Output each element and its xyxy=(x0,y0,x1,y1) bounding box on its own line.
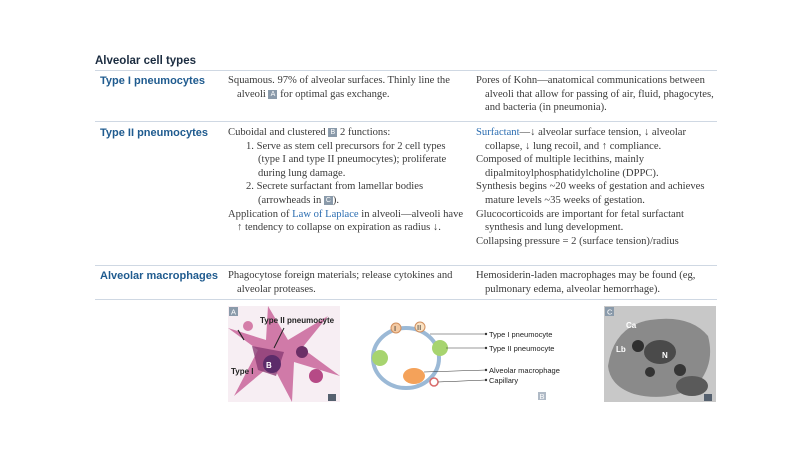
svg-text:B: B xyxy=(539,392,545,401)
figure-ref-a[interactable]: A xyxy=(268,90,277,99)
type2-note: Surfactant—↓ alveolar surface tension, ↓ alveolar collapse, ↓ lung recoil, and ↑ compliance. Composed of multiple lecithins, mainly dipalmitoylphosphatidylcholine (DPPC). Synthesis begins ~20 weeks of gestation and achieves mature levels ~35 weeks of gestation. Glucocorticoids are important for fetal surfactant synthesis and lung development. Collapsing pressure = 2 (surface tension)/radius xyxy=(476,127,705,247)
svg-text:Lb: Lb xyxy=(616,345,626,354)
svg-text:C: C xyxy=(607,307,613,317)
type2-description: Cuboidal and clustered B 2 functions: 1. Serve as stem cell precursors for 2 cell types (type I and type II pneumocytes); proliferate during lung damage. 2. Secrete surfactant from lamellar bodies (arrowheads in C ). Application of Law of Laplace in alveoli—alveoli have ↑ tendency to collapse on expiration as radius ↓. xyxy=(228,126,468,235)
expand-icon[interactable] xyxy=(704,394,712,401)
svg-text:Ca: Ca xyxy=(626,321,637,330)
svg-text:A: A xyxy=(231,307,237,317)
divider xyxy=(95,70,717,71)
surfactant-keyword: Surfactant xyxy=(476,127,520,138)
label-macrophage: Alveolar macrophage xyxy=(489,366,560,375)
svg-text:B: B xyxy=(266,361,272,370)
divider xyxy=(95,299,717,300)
svg-text:I: I xyxy=(394,324,397,333)
page-title: Alveolar cell types xyxy=(95,55,196,67)
figure-c-micrograph xyxy=(604,306,716,402)
row-label-type2: Type II pneumocytes xyxy=(100,127,208,139)
svg-text:Type II pneumocyte: Type II pneumocyte xyxy=(260,316,335,325)
macrophage-note: Hemosiderin-laden macrophages may be found (eg, pulmonary edema, alveolar hemorrhage). xyxy=(476,270,696,295)
label-capillary: Capillary xyxy=(489,376,519,385)
macrophage-description: Phagocytose foreign materials; release cytokines and alveolar proteases. xyxy=(228,270,453,295)
function-item-2: 2. Secrete surfactant from lamellar bodies (arrowheads in C ). xyxy=(246,181,424,206)
label-type1: Type I pneumocyte xyxy=(489,330,553,339)
svg-text:N: N xyxy=(662,351,668,360)
figure-b-diagram xyxy=(366,306,566,402)
divider xyxy=(95,121,717,122)
function-item-1: 1. Serve as stem cell precursors for 2 cell types (type I and type II pneumocytes); proliferate during lung damage. xyxy=(246,140,447,179)
svg-text:Type I: Type I xyxy=(231,367,254,376)
law-of-laplace-link[interactable]: Law of Laplace xyxy=(292,208,359,220)
label-type2: Type II pneumocyte xyxy=(489,344,555,353)
expand-icon[interactable] xyxy=(328,394,336,401)
type1-description: Squamous. 97% of alveolar surfaces. Thinly line the alveoli A for optimal gas exchange. xyxy=(228,75,450,100)
divider xyxy=(95,265,717,266)
figure-a-histology xyxy=(228,306,340,402)
svg-text:II: II xyxy=(417,323,422,332)
figure-ref-b[interactable]: B xyxy=(328,128,337,137)
type1-note: Pores of Kohn—anatomical communications between alveoli that allow for passing of air, fluid, phagocytes, and bacteria (in pneumonia). xyxy=(476,75,714,114)
figure-ref-c[interactable]: C xyxy=(325,197,331,205)
row-label-type1: Type I pneumocytes xyxy=(100,75,205,87)
row-label-macrophages: Alveolar macrophages xyxy=(100,270,218,282)
